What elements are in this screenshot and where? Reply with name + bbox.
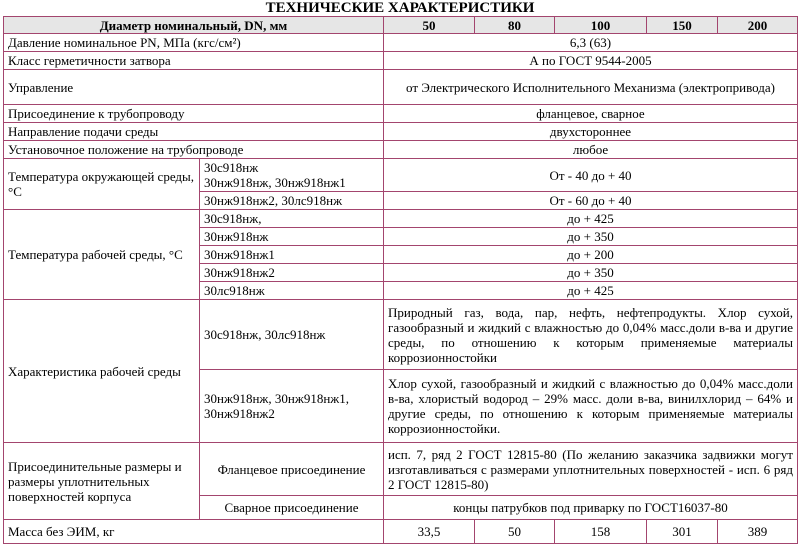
- row-value: любое: [384, 141, 798, 159]
- model-cell: 30нж918нж, 30нж918нж1, 30нж918нж2: [200, 370, 384, 443]
- row-value: Хлор сухой, газообразный и жидкий с влажностью до 0,04% масс.доли в-ва, хлористый водород – 29% масс. доли в-ва, винилхлорид – 64% и другие среды, по отношению к которым применяемые материалы коррозионностойки.: [384, 370, 798, 443]
- row-value: до + 350: [384, 228, 798, 246]
- model-cell: 30нж918нж2, 30лс918нж: [200, 192, 384, 210]
- row-value: А по ГОСТ 9544-2005: [384, 52, 798, 70]
- row-value: двухстороннее: [384, 123, 798, 141]
- row-label: Температура рабочей среды, °С: [4, 210, 200, 300]
- table-row: [4, 300, 798, 370]
- row-value: от Электрического Исполнительного Механизма (электропривода): [384, 70, 798, 105]
- row-label: Установочное положение на трубопроводе: [4, 141, 384, 159]
- row-value: Природный газ, вода, пар, нефть, нефтепродукты. Хлор сухой, газообразный и жидкий с влажностью до 0,04% масс.доли в-ва и другие среды, по отношению к которым применяемые материалы коррозионностойки: [384, 300, 798, 370]
- header-dn: 50: [384, 17, 475, 34]
- mass-value: 301: [647, 520, 718, 544]
- model-cell: 30нж918нж2: [200, 264, 384, 282]
- row-value: исп. 7, ряд 2 ГОСТ 12815-80 (По желанию заказчика задвижки могут изготавливаться с размерами уплотнительных поверхностей - исп. 6 ряд 2 ГОСТ 12815-80): [384, 443, 798, 496]
- row-label: Температура окружающей среды, °С: [4, 159, 200, 210]
- header-dn: 200: [718, 17, 798, 34]
- row-label: Направление подачи среды: [4, 123, 384, 141]
- page-title: ТЕХНИЧЕСКИЕ ХАРАКТЕРИСТИКИ: [265, 0, 535, 16]
- model-cell: 30с918нж,: [200, 210, 384, 228]
- model-cell: 30нж918нж: [200, 228, 384, 246]
- row-label: Масса без ЭИМ, кг: [4, 520, 384, 544]
- mass-value: 158: [555, 520, 647, 544]
- model-cell: 30нж918нж1: [200, 246, 384, 264]
- header-dn: 150: [647, 17, 718, 34]
- row-value: От - 60 до + 40: [384, 192, 798, 210]
- row-label: Управление: [4, 70, 384, 105]
- mass-value: 50: [475, 520, 555, 544]
- table-row: [4, 159, 798, 192]
- table-row: [4, 520, 798, 544]
- table-row: [4, 123, 798, 141]
- row-label: Присоединение к трубопроводу: [4, 105, 384, 123]
- connection-type-cell: Сварное присоединение: [200, 496, 384, 520]
- row-label: Класс герметичности затвора: [4, 52, 384, 70]
- table-row: [4, 70, 798, 105]
- row-label: Характеристика рабочей среды: [4, 300, 200, 443]
- row-value: до + 350: [384, 264, 798, 282]
- table-row: [4, 210, 798, 228]
- row-label: Давление номинальное PN, МПа (кгс/см²): [4, 34, 384, 52]
- mass-value: 389: [718, 520, 798, 544]
- model-cell: 30лс918нж: [200, 282, 384, 300]
- model-cell: 30с918нж 30нж918нж, 30нж918нж1: [200, 159, 384, 192]
- connection-type-cell: Фланцевое присоединение: [200, 443, 384, 496]
- header-label: Диаметр номинальный, DN, мм: [4, 17, 384, 34]
- row-value: до + 425: [384, 210, 798, 228]
- table-row: [4, 34, 798, 52]
- table-row: [4, 443, 798, 496]
- header-dn: 80: [475, 17, 555, 34]
- table-row: [4, 105, 798, 123]
- table-row: [4, 52, 798, 70]
- row-value: 6,3 (63): [384, 34, 798, 52]
- header-row: [4, 17, 798, 34]
- model-cell: 30с918нж, 30лс918нж: [200, 300, 384, 370]
- table-row: [4, 141, 798, 159]
- row-value: до + 200: [384, 246, 798, 264]
- row-value: концы патрубков под приварку по ГОСТ16037-80: [384, 496, 798, 520]
- mass-value: 33,5: [384, 520, 475, 544]
- row-value: фланцевое, сварное: [384, 105, 798, 123]
- header-dn: 100: [555, 17, 647, 34]
- row-value: до + 425: [384, 282, 798, 300]
- row-label: Присоединительные размеры и размеры уплотнительных поверхностей корпуса: [4, 443, 200, 520]
- row-value: От - 40 до + 40: [384, 159, 798, 192]
- spec-table: [3, 16, 798, 544]
